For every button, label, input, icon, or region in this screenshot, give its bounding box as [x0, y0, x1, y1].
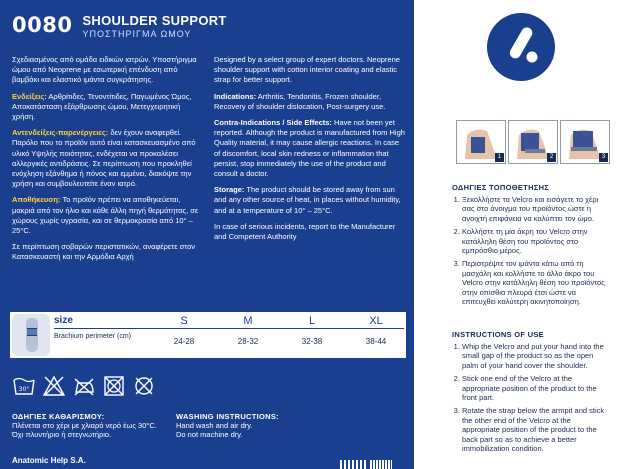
no-iron-icon: [72, 374, 96, 398]
instructions-en-head: INSTRUCTIONS OF USE: [452, 330, 544, 339]
greek-description: [12, 55, 202, 269]
washing-gr-line-1: Πλένεται στο χέρι με χλιαρό νερό έως 30°C.: [12, 421, 157, 430]
size-xl: XL: [369, 315, 383, 327]
english-contra-text: Have not been yet reported. Although the product is manufactured from High Quality material, it may cause allergic reactions. In case of discomfort, local skin redness or inflammation that persist, stop immediately the use of the product and consult a doctor.: [214, 118, 405, 179]
greek-indications: [12, 92, 202, 123]
washing-en-line-1: Hand wash and air dry.: [176, 421, 253, 430]
step-number: 1: [495, 153, 504, 162]
manufacturer-name: Anatomic Help S.A.: [12, 456, 86, 465]
no-tumble-dry-icon: [102, 374, 126, 398]
greek-intro: Σχεδιασμένος από ομάδα ειδικών ιατρών. Υποστήριγμα ώμου από Neoprene με εσωτερική επένδυση από βαμβάκι και ελαστικό ιμάντα συγκράτησης.: [12, 55, 197, 85]
fitting-step-1-image: [456, 120, 506, 164]
washing-instructions-en: [176, 412, 376, 439]
size-m: M: [243, 315, 253, 327]
greek-contra-label: Αντενδείξεις-παρενέργειες:: [12, 128, 109, 138]
english-contra-label: Contra-Indications / Side Effects:: [214, 118, 332, 128]
washing-instructions-gr: [12, 412, 172, 439]
size-values-row: [54, 330, 404, 354]
fitting-steps: [456, 120, 612, 164]
instruction-en-2: 2. Stick one end of the Velcro at the appropriate position of the product to the front part.: [462, 374, 606, 402]
english-serious-incidents: In case of serious incidents, report to the Manufacturer and Competent Authority: [214, 221, 396, 242]
english-intro: Designed by a select group of expert doctors. Neoprene shoulder support with cotton interior coating and elastic strap for better support.: [214, 55, 400, 85]
brand-logo-icon: [486, 12, 556, 82]
barcode-icon: [340, 460, 366, 469]
washing-en-head: WASHING INSTRUCTIONS:: [176, 412, 279, 421]
english-description: [214, 55, 406, 248]
instructions-gr-head: ΟΔΗΓΙΕΣ ΤΟΠΟΘΕΤΗΣΗΣ: [452, 183, 550, 192]
product-titles: [82, 14, 226, 40]
step-number: 2: [547, 153, 556, 162]
fitting-step-3-image: [560, 120, 610, 164]
english-storage: [214, 185, 406, 216]
size-l: L: [308, 315, 316, 327]
size-value-xl: 38-44: [365, 337, 387, 346]
greek-storage: [12, 195, 202, 236]
product-title-gr: ΥΠΟΣΤΗΡΙΓΜΑ ΩΜΟΥ: [82, 29, 192, 39]
torso-figure-icon: [12, 314, 50, 356]
instruction-en-3: 3. Rotate the strap below the armpit and stick the other end of the Velcro at the appropriate position of the product to the back part so as to achieve a better immobilization condition.: [462, 406, 606, 453]
washing-gr-head: ΟΔΗΓΙΕΣ ΚΑΘΑΡΙΣΜΟΥ:: [12, 412, 105, 421]
english-indications: [214, 92, 406, 112]
svg-text:30°: 30°: [18, 386, 30, 393]
greek-serious-incidents: Σε περίπτωση σοβαρών περιστατικών, αναφέρετε στον Κατασκευαστή και την Αρμόδια Αρχή: [12, 242, 196, 262]
greek-contra-text: δεν έχουν αναφερθεί. Παρόλο που το προϊόν αυτό είναι κατασκευασμένο από υλικό Υψηλής ποιότητας, ενδέχεται να προκαλέσει αλλεργικές αντιδράσεις. Σε περίπτωση που προκληθεί ενόχληση εξάνθημα ή πόνος και εμμένει, διακόψτε την χρήση και συμβουλευτείτε έναν ιατρό.: [12, 128, 196, 189]
instruction-en-1: 1. Whip the Velcro and put your hand into the small gap of the product so as the open palm of your hand cover the shoulder.: [462, 342, 606, 370]
wash-30-icon: [12, 374, 36, 398]
instructions-en: [452, 330, 606, 457]
washing-en-line-2: Do not machine dry.: [176, 430, 243, 439]
english-contraindications: [214, 118, 406, 179]
english-storage-label: Storage:: [214, 185, 245, 195]
instruction-gr-3: 3. Περιστρέψτε τον ιμάντα κάτω από τη μασχάλη και κολλήστε το άλλο άκρο του Velcro στην κατάλληλη θέση του προϊόντος στην οπίσθια πλευρά έτσι ώστε να επιτευχθεί καλύτερη ακινητοποίηση.: [462, 259, 606, 306]
size-s: S: [180, 315, 188, 327]
greek-storage-label: Αποθήκευση:: [12, 195, 61, 205]
instructions-gr: [452, 183, 606, 310]
fitting-step-2-image: [508, 120, 558, 164]
no-dry-clean-icon: [132, 374, 156, 398]
size-table: [10, 312, 406, 358]
washing-gr-line-2: Όχι πλυντήριο ή στεγνωτήριο.: [12, 430, 112, 439]
size-header-row: [54, 315, 404, 329]
care-icons: [12, 374, 156, 404]
greek-indications-label: Ενδείξεις:: [12, 91, 47, 101]
greek-indications-text: Αρθρίτιδες, Τενοντίτιδες, Παγωμένος Ώμος, Αποκατάσταση εξάρθρωσης ώμου, Μετεγχειρητική χρήση.: [12, 91, 192, 122]
greek-storage-text: Το προϊόν πρέπει να αποθηκεύεται, μακριά από τον ήλιο και κάθε άλλη πηγή θερμότητας, σε χώρους χωρίς υγρασία, και σε θερμοκρασία από 10° – 25°C.: [12, 195, 199, 236]
size-value-l: 32-38: [301, 337, 323, 346]
step-number: 3: [599, 153, 608, 162]
product-title-en: SHOULDER SUPPORT: [82, 13, 227, 28]
size-header-label: size: [54, 315, 73, 326]
size-value-s: 24-28: [173, 337, 195, 346]
greek-contraindications: [12, 128, 202, 189]
brachium-perimeter-label: Brachium perimeter (cm): [54, 333, 132, 340]
product-header: [12, 14, 227, 40]
size-value-m: 28-32: [237, 337, 259, 346]
instruction-gr-2: 2. Κολλήστε τη μία άκρη του Velcro στην κατάλληλη θέση του προϊόντος στο εμπρόσθιο μέρος.: [462, 227, 606, 255]
product-code: 0080: [12, 13, 73, 37]
qr-code-icon: [370, 460, 392, 469]
no-bleach-icon: [42, 374, 66, 398]
english-indications-text: Arthritis, Tendonitis, Frozen shoulder, Recovery of shoulder dislocation, Post-surgery use.: [214, 91, 386, 111]
instruction-gr-1: 1. Ξεκολλήστε τα Velcro και εισάγετε το χέρι σας στο άνοιγμα του προϊόντος ώστε η ανοιχτή επιφάνεια να καλύπτει τον ώμο.: [462, 195, 606, 223]
english-storage-text: The product should be stored away from sun and any other source of heat, in places without humidity, and at a temperature of 10° – 25°C.: [214, 185, 401, 215]
english-indications-label: Indications:: [214, 91, 257, 101]
